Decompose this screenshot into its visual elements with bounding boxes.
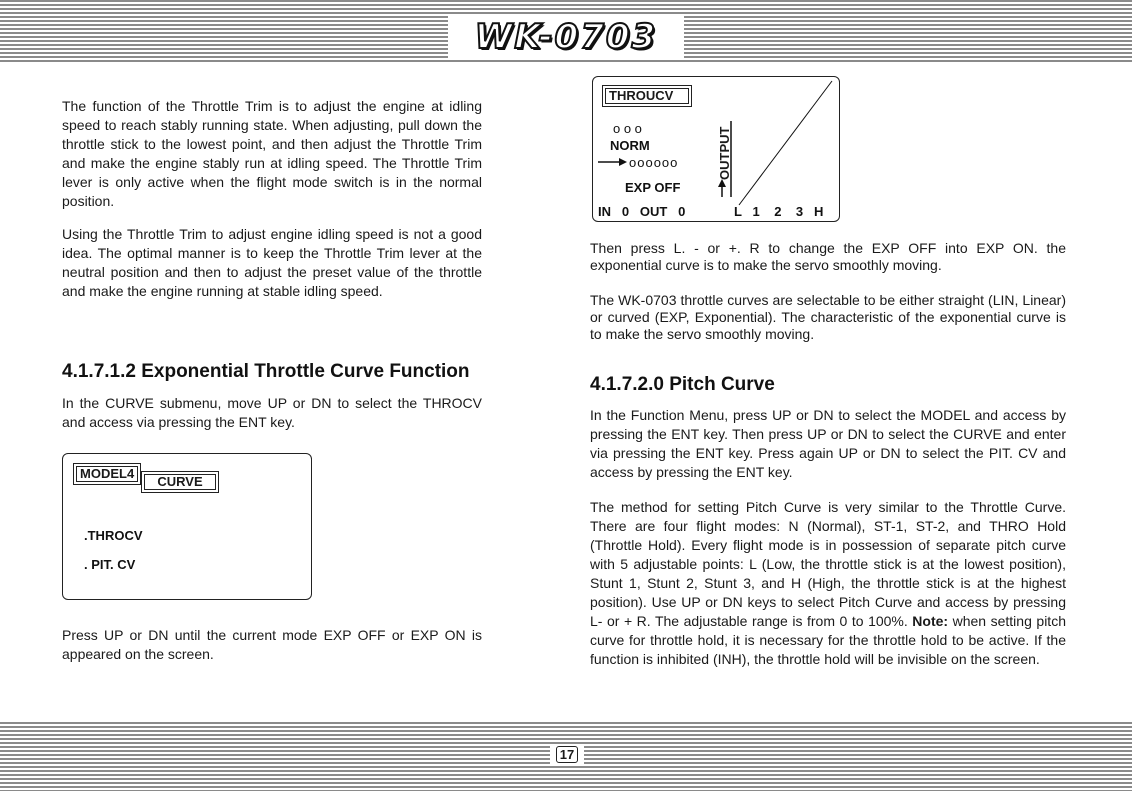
lcd-throcv-screen [592,76,840,222]
lcd-tab-model: MODEL4 [73,463,141,485]
left-heading-exp-curve: 4.1.7.1.2 Exponential Throttle Curve Function [62,361,470,382]
page-number-box [550,744,584,764]
lcd-mode-norm: NORM [610,138,650,153]
right-para-exp-on: Then press L. - or +. R to change the EXP OFF into EXP ON. the exponential curve is to make the servo smoothly moving. [590,240,1066,273]
left-para-exp-mode: Press UP or DN until the current mode EXP OFF or EXP ON is appeared on the screen. [62,627,482,662]
left-para-trim-idea: Using the Throttle Trim to adjust engine idling speed is not a good idea. The optimal manner is to keep the Throttle Trim lever at the neutral position and then to adjust the preset value of the throttle and make the engine running at stable idling speed. [62,226,482,299]
lcd-in-out: IN 0 OUT 0 [598,204,686,219]
lcd-item-throcv: .THROCV [84,528,143,543]
pitch-note-text: when setting pitch curve for throttle hold, it is necessary for the throttle hold to be active. If the function is inhibited (INH), the throttle hold will be invisible on the screen. [590,613,1066,667]
right-para-pitch-method [590,498,1066,669]
left-para-curve-submenu: In the CURVE submenu, move UP or DN to select the THROCV and access via pressing the ENT key. [62,395,482,430]
logo-text: WK-0703 [474,17,658,57]
lcd-dots-top: o o o [613,121,642,136]
right-para-function-menu: In the Function Menu, press UP or DN to select the MODEL and access by pressing the ENT key. Then press UP or DN to select the CURVE and enter via pressing the ENT key. Press again UP or DN to select the PIT. CV and access by pressing the ENT key. [590,407,1066,480]
linear-curve-line [739,81,832,205]
left-para-throttle-trim: The function of the Throttle Trim is to adjust the engine at idling speed to reach stably running state. When adjusting, pull down the throttle stick to the lowest point, and then adjust the Throttle Trim and make the engine stably run at idling speed. The Throttle Trim lever is only active when the flight mode switch is in the normal position. [62,98,482,209]
header-logo [448,14,684,60]
lcd-dots-row: oooooo [629,155,679,170]
pitch-method-text: The method for setting Pitch Curve is very similar to the Throttle Curve. There are four flight modes: N (Normal), ST-1, ST-2, and THRO Hold (Throttle Hold). Every flight mode is in possession of separate pitch curve with 5 adjustable points: L (Low, the throttle stick is at the lowest position), Stunt 1, Stunt 2, Stunt 3, and H (High, the throttle stick is at the highest position). Use UP or DN keys to select Pitch Curve and access by pressing L- or + R. The adjustable range is from 0 to 100%. [590,499,1066,629]
lcd-item-pit-cv: . PIT. CV [84,557,136,572]
lcd-curve-screen [62,453,312,600]
arrow-right-icon [598,158,627,166]
lcd-axis-labels: L 1 2 3 H [734,204,824,219]
page-number: 17 [556,746,578,763]
arrow-up-icon [718,179,726,197]
right-para-curve-types: The WK-0703 throttle curves are selectable to be either straight (LIN, Linear) or curved (EXP, Exponential). The characteristic of the exponential curve is to make the servo smoothly moving. [590,292,1066,342]
lcd-tab-curve: CURVE [141,471,219,493]
lcd-output-label: OUTPUT [717,126,732,180]
lcd-exp-label: EXP OFF [625,180,681,195]
lcd-throcv-graphics [593,77,839,221]
right-heading-pitch-curve: 4.1.7.2.0 Pitch Curve [590,374,775,395]
note-label: Note: [912,613,949,629]
lcd-throcv-title: THROUCV [602,85,692,107]
